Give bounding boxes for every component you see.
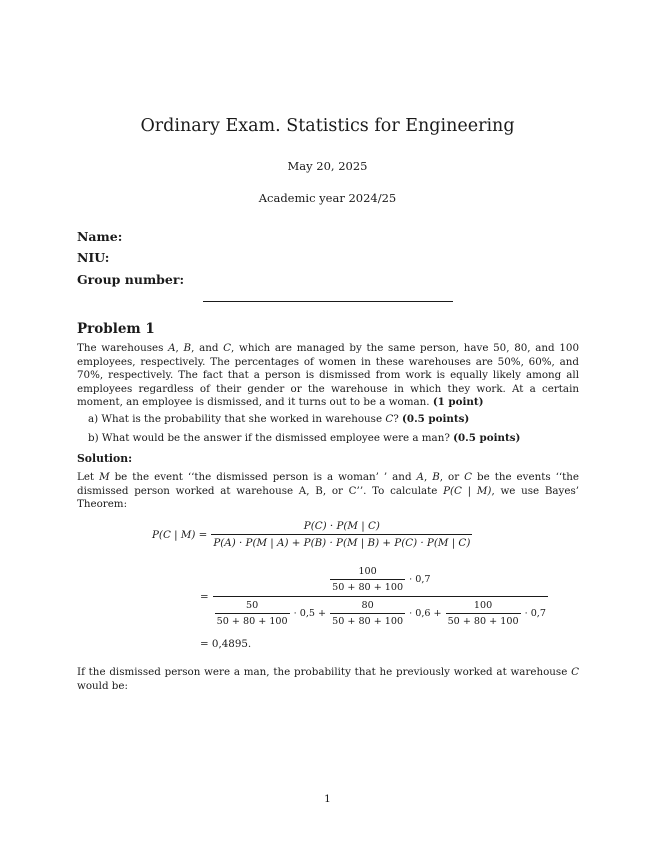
eq1-lhs: P(C | M) = — [152, 528, 208, 541]
eq2-frac-b: $\frac{80}{50 + 80 + 100}$ — [332, 600, 404, 627]
eq2-big-denominator: $\frac{50}{50 + 80 + 100}$ · 0,5 + $\frac{80}{50 + 80 + 100}$ · 0,6 + $\frac{100}{50 + 80 + 100}$ · 0,7 — [213, 596, 548, 627]
eq2-frac-c: $\frac{100}{50 + 80 + 100}$ — [447, 600, 519, 627]
bayes-equation — [152, 520, 472, 549]
statement-points: (1 point) — [432, 396, 484, 409]
eq1-fraction — [211, 520, 472, 549]
name-label: Name: — [77, 229, 123, 244]
academic-year: Academic year 2024/25 — [258, 191, 397, 205]
page-number: 1 — [324, 793, 331, 805]
question-b: b) What would be the answer if the dismissed employee were a man? (0.5 points) — [88, 432, 521, 444]
substitution-equation — [200, 566, 548, 627]
problem-statement: The warehouses A, B, and C, which are managed by the same person, have 50, 80, and 100 employees, respectively. The percentages of women in these warehouses are 50%, 60%, and 70%, respectively. The fact that a person is dismissed from work is equally likely among all employees regardless of their gender or the warehouse in which they work. At a certain moment, an employee is dismissed, and it turns out to be a woman. (1 point) — [77, 342, 580, 409]
eq2-top-fraction: $\frac{100}{50 + 80 + 100}$ — [332, 566, 404, 593]
niu-label: NIU: — [77, 250, 110, 265]
exam-title: Ordinary Exam. Statistics for Engineering — [140, 116, 515, 136]
result-equation: = 0,4895. — [200, 638, 252, 650]
eq2-equals: = — [200, 590, 209, 603]
eq1-numerator: P(C) · P(M | C) — [303, 520, 380, 532]
eq1-denominator: P(A) · P(M | A) + P(B) · P(M | B) + P(C) · P(M | C) — [211, 534, 472, 549]
solution-heading: Solution: — [77, 452, 133, 465]
eq2-big-numerator: $\frac{100}{50 + 80 + 100}$ · 0,7 — [332, 566, 431, 593]
separator-line — [203, 301, 453, 302]
solution-intro: Let M be the event ‘‘the dismissed person is a woman’ ’ and A, B, or C be the events ‘‘the dismissed person worked at warehouse A, B, or C’’. To calculate P(C | M), we use Bayes’ Theorem: — [77, 471, 580, 511]
problem-heading: Problem 1 — [77, 321, 155, 337]
exam-date: May 20, 2025 — [287, 159, 368, 173]
group-number-label: Group number: — [77, 272, 185, 287]
question-a: a) What is the probability that she worked in warehouse C? (0.5 points) — [88, 413, 470, 425]
man-case-text: If the dismissed person were a man, the probability that he previously worked at warehouse C would be: — [77, 666, 579, 692]
eq2-frac-a: $\frac{50}{50 + 80 + 100}$ — [216, 600, 288, 627]
eq2-big-fraction — [213, 566, 548, 627]
